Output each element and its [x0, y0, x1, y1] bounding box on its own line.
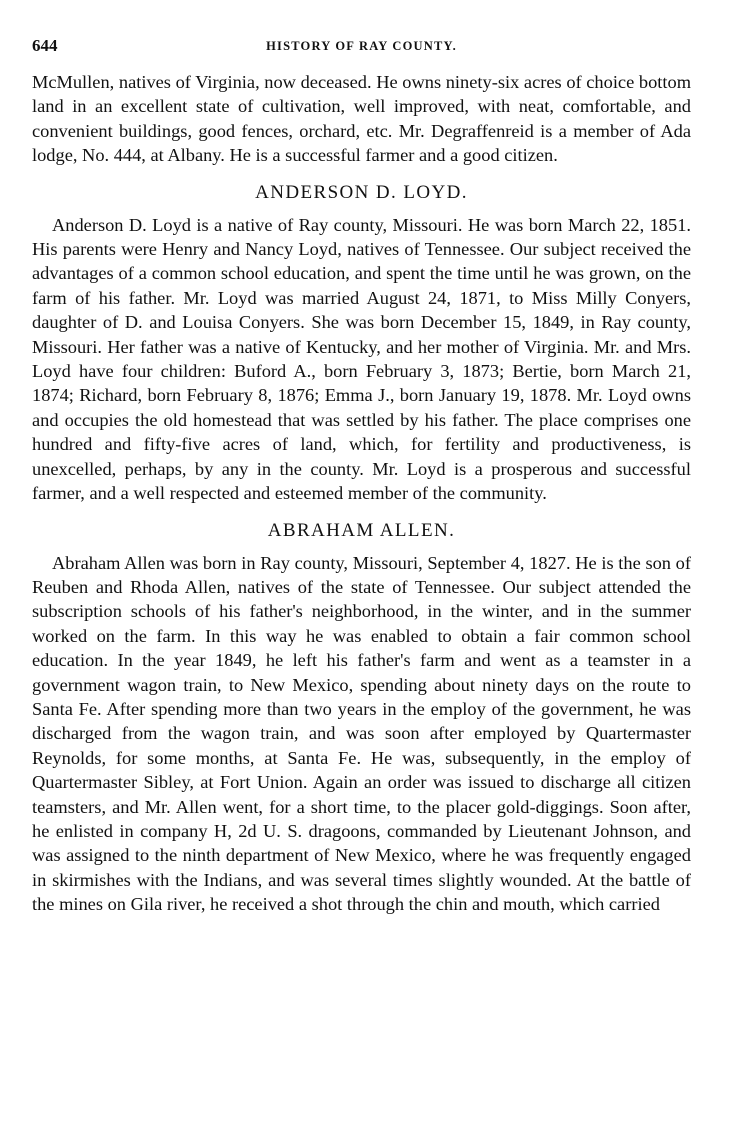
section-heading-anderson-loyd: ANDERSON D. LOYD. [255, 181, 468, 203]
running-head [32, 36, 691, 58]
continued-paragraph: McMullen, natives of Virginia, now deceased. He owns ninety-six acres of choice bottom land in an excellent state of cultivation, well improved, with neat, comfortable, and convenient buildings, good fences, orchard, etc. Mr. Degraffenreid is a member of Ada lodge, No. 444, at Albany. He is a successful farmer and a good citizen. [32, 72, 691, 166]
paragraph-anderson-loyd: Anderson D. Loyd is a native of Ray county, Missouri. He was born March 22, 1851. His parents were Henry and Nancy Loyd, natives of Tennessee. Our subject received the advantages of a common school education, and spent the time until he was grown, on the farm of his father. Mr. Loyd was married August 24, 1871, to Miss Milly Conyers, daughter of D. and Louisa Conyers. She was born December 15, 1849, in Ray county, Missouri. Her father was a native of Kentucky, and her mother of Virginia. Mr. and Mrs. Loyd have four children: Buford A., born February 3, 1873; Bertie, born March 21, 1874; Richard, born February 8, 1876; Emma J., born January 19, 1878. Mr. Loyd owns and occupies the old homestead that was settled by his father. The place comprises one hundred and fifty-five acres of land, which, for fertility and productiveness, is unexcelled, perhaps, by any in the county. Mr. Loyd is a prosperous and successful farmer, and a well respected and esteemed member of the community. [32, 214, 691, 504]
section-heading-abraham-allen: ABRAHAM ALLEN. [267, 519, 456, 541]
page-number: 644 [32, 36, 58, 55]
paragraph-abraham-allen: Abraham Allen was born in Ray county, Missouri, September 4, 1827. He is the son of Reuben and Rhoda Allen, natives of the state of Tennessee. Our subject attended the subscription schools of his father's neighborhood, in the winter, and in the summer worked on the farm. In this way he was enabled to obtain a fair common school education. In the year 1849, he left his father's farm and went as a teamster in a government wagon train, to New Mexico, spending about ninety days on the route to Santa Fe. After spending more than two years in the employ of the government, he was discharged from the wagon train, and was soon after employed by Quartermaster Reynolds, for some months, at Santa Fe. He was, subsequently, in the employ of Quartermaster Sibley, at Fort Union. Again an order was issued to discharge all citizen teamsters, and Mr. Allen went, for a short time, to the placer gold-diggings. Soon after, he enlisted in company H, 2d U. S. dragoons, commanded by Lieutenant Johnson, and was assigned to the ninth department of New Mexico, where he was frequently engaged in skirmishes with the Indians, and was several times slightly wounded. At the battle of the mines on Gila river, he received a shot through the chin and mouth, which carried [32, 552, 691, 915]
running-title: HISTORY OF RAY COUNTY. [266, 39, 457, 53]
